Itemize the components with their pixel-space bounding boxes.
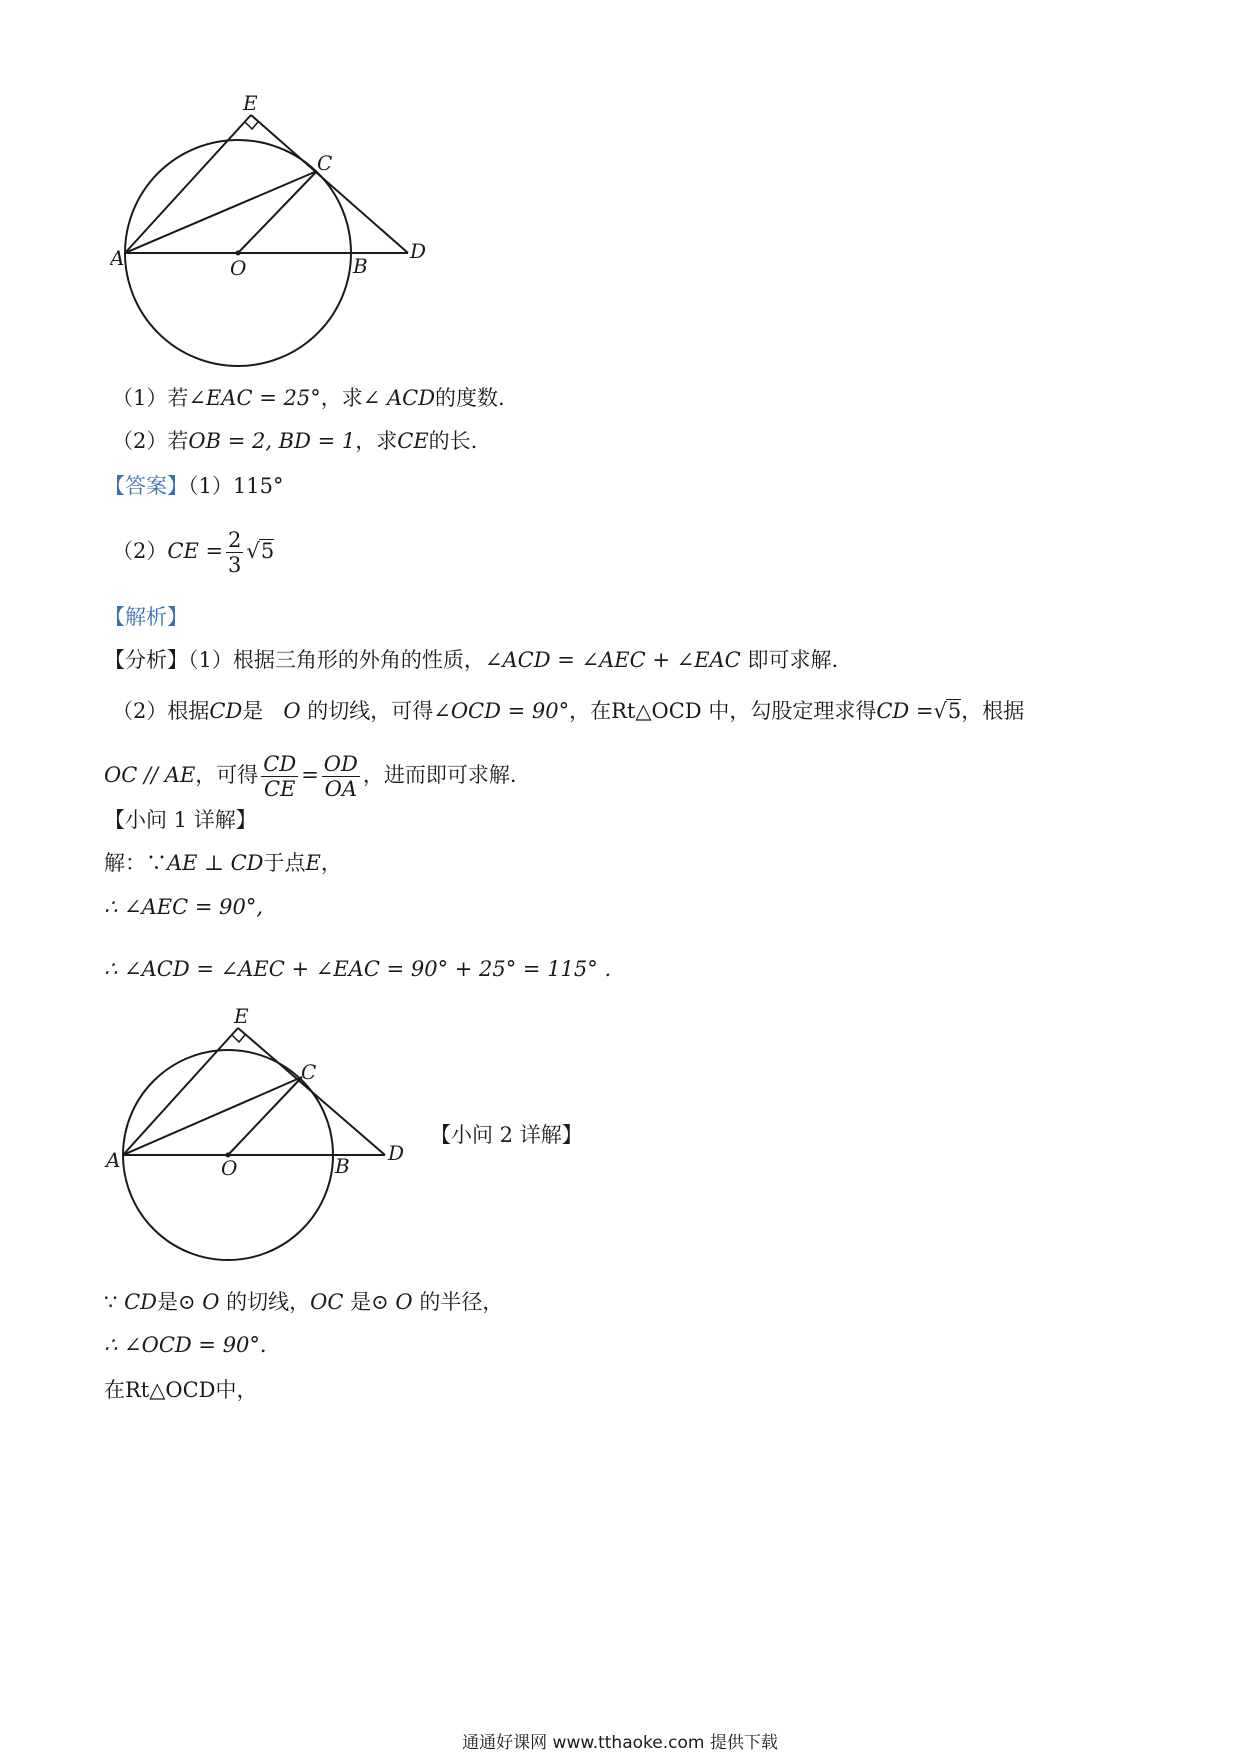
fenxi-line-3: OC // AE，可得 $\frac{CD}{CE}$ = $\frac{OD}{OA}$ ，进而即可求解. [104, 752, 517, 801]
line-ed-2 [238, 1028, 385, 1155]
label-a: A [110, 246, 125, 270]
analysis-tag: 【解析】 [104, 605, 188, 629]
right-angle-mark-2 [232, 1035, 245, 1042]
detail2-title: 【小问 2 详解】 [430, 1123, 583, 1147]
label-a-2: A [106, 1148, 121, 1172]
label-d: D [410, 239, 427, 263]
label-c: C [317, 151, 333, 175]
line-ac-2 [123, 1077, 302, 1155]
line-ed [251, 115, 408, 253]
detail1-title: 【小问 1 详解】 [104, 808, 257, 832]
page-footer: 通通好课网 www.tthaoke.com 提供下载 [462, 1733, 778, 1753]
answer-part2: （2）CE = $\frac{2}{3}$ √5 [112, 528, 275, 577]
label-e-2: E [234, 1005, 249, 1028]
center-dot [236, 251, 241, 256]
detail2-line-3: 在Rt△OCD中， [104, 1378, 258, 1402]
question-2: （2）若OB = 2, BD = 1，求CE的长. [112, 429, 478, 453]
question-1: （1）若∠EAC = 25°，求∠ ACD的度数. [112, 386, 505, 410]
detail2-line-1: ∵ CD是⊙ O 的切线，OC 是⊙ O 的半径， [104, 1290, 504, 1314]
figure-circle-tangent-2 [104, 1005, 414, 1267]
fenxi-line-1: 【分析】（1）根据三角形的外角的性质，∠ACD = ∠AEC + ∠EAC 即可求解. [104, 648, 839, 672]
line-ae [125, 115, 251, 253]
answer-tag: 【答案】 [104, 474, 188, 498]
label-e: E [243, 95, 258, 115]
detail1-line-1: 解：∵AE ⊥ CD于点E， [104, 851, 342, 875]
label-o-2: O [221, 1156, 238, 1180]
detail1-line-2: ∴ ∠AEC = 90°, [104, 895, 264, 919]
line-ae-2 [123, 1028, 238, 1155]
line-ac [125, 171, 317, 253]
detail1-line-3: ∴ ∠ACD = ∠AEC + ∠EAC = 90° + 25° = 115° . [104, 957, 612, 981]
label-b: B [353, 254, 368, 278]
fraction-2-3: $\frac{2}{3}$ [228, 528, 242, 577]
label-o: O [230, 256, 247, 280]
detail2-line-2: ∴ ∠OCD = 90°. [104, 1333, 267, 1357]
label-c-2: C [301, 1060, 317, 1084]
line-oc [238, 171, 317, 253]
figure-circle-tangent-1 [110, 95, 440, 380]
label-b-2: B [335, 1154, 350, 1178]
right-angle-mark [245, 122, 258, 129]
label-d-2: D [388, 1141, 405, 1165]
answer-part1: 【答案】（1）115° [104, 474, 284, 498]
line-oc-2 [228, 1077, 302, 1155]
fenxi-line-2: （2）根据CD是 O 的切线，可得∠OCD = 90°，在Rt△OCD 中，勾股定理求得CD =√5，根据 [112, 699, 1025, 723]
